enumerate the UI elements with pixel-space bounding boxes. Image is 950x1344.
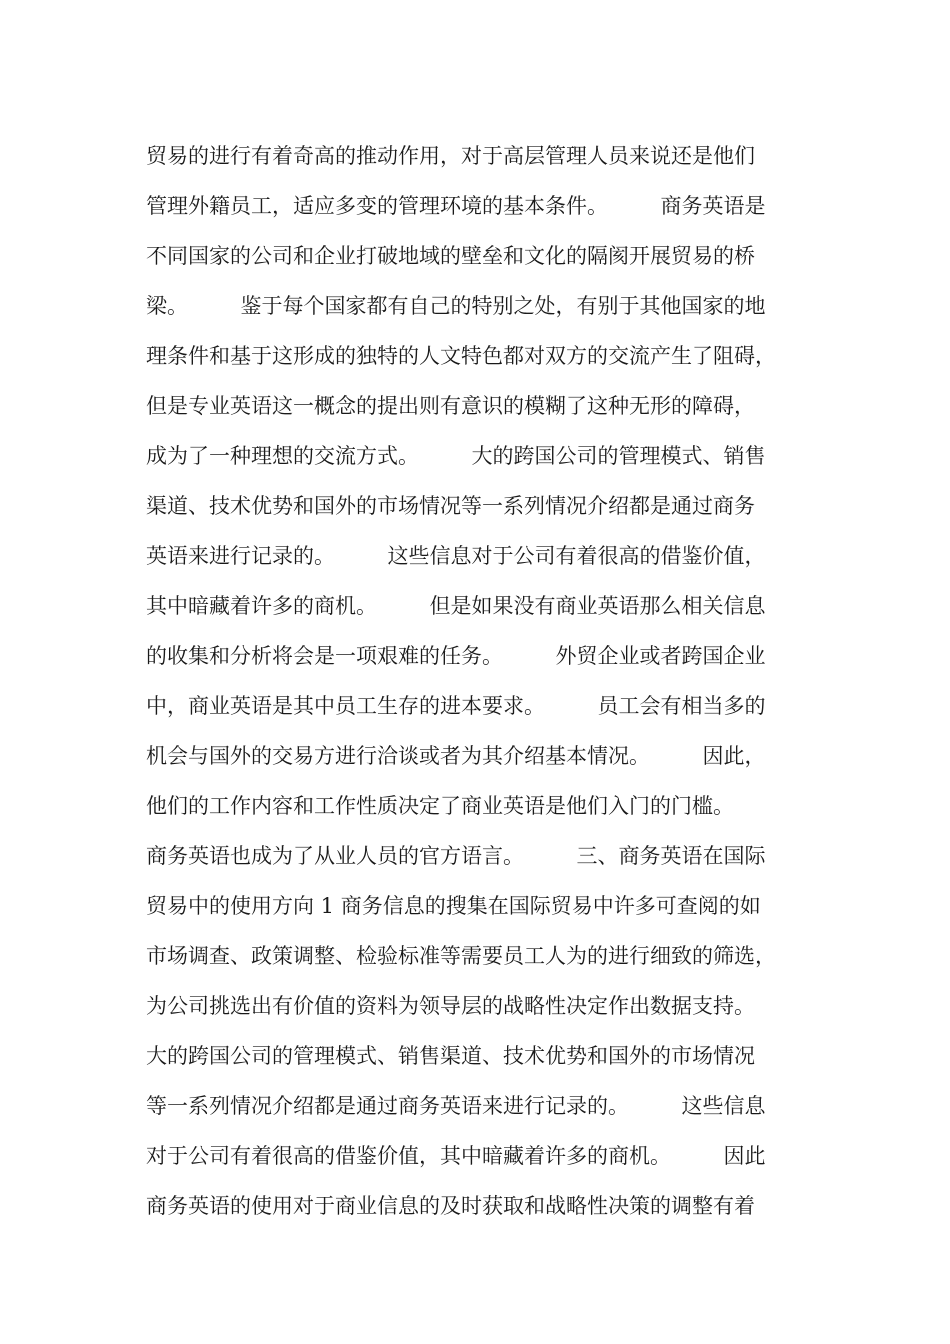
text-line: 等一系列情况介绍都是通过商务英语来进行记录的。 这些信息	[146, 1094, 766, 1118]
text-line: 其中暗藏着许多的商机。 但是如果没有商业英语那么相关信息	[146, 594, 766, 618]
text-line: 的收集和分析将会是一项艰难的任务。 外贸企业或者跨国企业	[146, 644, 766, 668]
text-line: 商务英语也成为了从业人员的官方语言。 三、商务英语在国际	[146, 844, 766, 868]
text-line: 机会与国外的交易方进行洽谈或者为其介绍基本情况。 因此，	[146, 744, 766, 768]
text-line: 渠道、技术优势和国外的市场情况等一系列情况介绍都是通过商务	[146, 494, 755, 518]
text-line: 他们的工作内容和工作性质决定了商业英语是他们入门的门槛。	[146, 794, 734, 818]
text-line: 贸易中的使用方向 1 商务信息的搜集在国际贸易中许多可查阅的如	[146, 894, 761, 918]
text-line: 不同国家的公司和企业打破地域的壁垒和文化的隔阂开展贸易的桥	[146, 244, 755, 268]
text-line: 英语来进行记录的。 这些信息对于公司有着很高的借鉴价值，	[146, 544, 766, 568]
text-line: 中，商业英语是其中员工生存的进本要求。 员工会有相当多的	[146, 694, 766, 718]
text-line: 理条件和基于这形成的独特的人文特色都对双方的交流产生了阻碍，	[146, 344, 776, 368]
body-text	[146, 131, 826, 1231]
text-line: 市场调查、政策调整、检验标准等需要员工人为的进行细致的筛选，	[146, 944, 776, 968]
text-line: 为公司挑选出有价值的资料为领导层的战略性决定作出数据支持。	[146, 994, 755, 1018]
text-line: 但是专业英语这一概念的提出则有意识的模糊了这种无形的障碍，	[146, 394, 755, 418]
text-line: 对于公司有着很高的借鉴价值，其中暗藏着许多的商机。 因此	[146, 1144, 766, 1168]
text-line: 成为了一种理想的交流方式。 大的跨国公司的管理模式、销售	[146, 444, 766, 468]
text-line: 贸易的进行有着奇高的推动作用，对于高层管理人员来说还是他们	[146, 144, 755, 168]
text-line: 商务英语的使用对于商业信息的及时获取和战略性决策的调整有着	[146, 1194, 755, 1218]
text-line: 大的跨国公司的管理模式、销售渠道、技术优势和国外的市场情况	[146, 1044, 755, 1068]
text-line: 管理外籍员工，适应多变的管理环境的基本条件。 商务英语是	[146, 194, 766, 218]
text-line: 梁。 鉴于每个国家都有自己的特别之处，有别于其他国家的地	[146, 294, 766, 318]
